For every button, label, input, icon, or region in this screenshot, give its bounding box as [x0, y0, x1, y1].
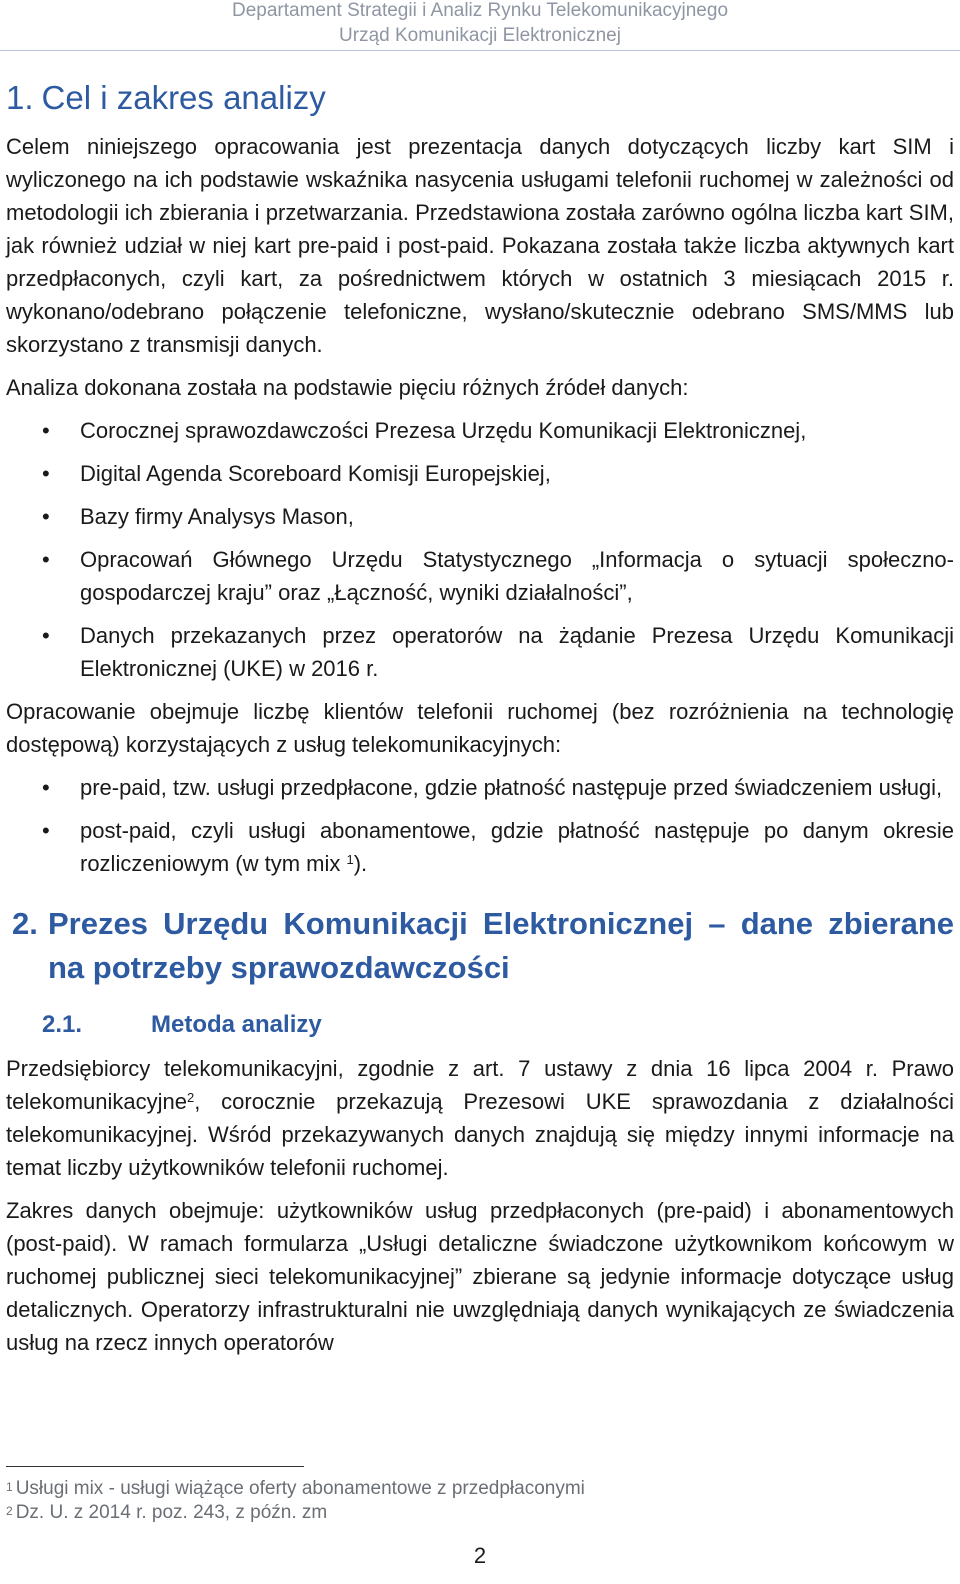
section-1-paragraph-3: Opracowanie obejmuje liczbę klientów telefonii ruchomej (bez rozróżnienia na technologię dostępową) korzystających z usług telekomunikacyjnych: [6, 699, 954, 757]
section-2-heading [6, 902, 954, 990]
footnote-1: $^1$ Usługi mix - usługi wiążące oferty abonamentowe z przedpłaconymi [6, 1478, 585, 1499]
footnote-separator [6, 1466, 304, 1467]
bullet-icon: • [42, 623, 50, 648]
footnote-ref-1[interactable]: 1 [346, 852, 354, 867]
section-2-1-paragraph-2: Zakres danych obejmuje: użytkowników usług przedpłaconych (pre-paid) i abonamentowych (post-paid). W ramach formularza „Usługi detaliczne świadczone użytkownikom końcowym w ruchomej publicznej sieci telekomunikacyjnej” zbierane są jedynie informacje dotyczące usług detalicznych. Operatorzy infrastrukturalni nie uwzględniają danych wynikających ze świadczenia usług na rzecz innych operatorów [6, 1198, 954, 1355]
header-office: Urząd Komunikacji Elektronicznej [339, 25, 621, 46]
section-2-1-paragraph-1: Przedsiębiorcy telekomunikacyjni, zgodnie z art. 7 ustawy z dnia 16 lipca 2004 r. Prawo telekomunikacyjne$^2$, corocznie przekazują Prezesowi UKE sprawozdania z działalności telekomunikacyjnej. Wśród przekazywanych danych znajdują się między innymi informacje na temat liczby użytkowników telefonii ruchomej. [6, 1056, 954, 1180]
bullet-icon: • [42, 461, 50, 486]
list-item: • pre-paid, tzw. usługi przedpłacone, gdzie płatność następuje przed świadczeniem usługi, [6, 771, 954, 804]
document-body [6, 76, 954, 1369]
list-item: • post-paid, czyli usługi abonamentowe, gdzie płatność następuje po danym okresie rozliczeniowym (w tym mix $^1$). [6, 814, 954, 880]
section-1-number: 1. [6, 79, 34, 116]
section-1-paragraph-1: Celem niniejszego opracowania jest prezentacja danych dotyczących liczby kart SIM i wyliczonego na ich podstawie wskaźnika nasycenia usługami telefonii ruchomej w zależności od metodologii ich zbierania i przetwarzania. Przedstawiona została zarówno ogólna liczba kart SIM, jak również udział w niej kart pre-paid i post-paid. Pokazana została także liczba aktywnych kart przedpłaconych, czyli kart, za pośrednictwem których w ostatnich 3 miesiącach 2015 r. wykonano/odebrano połączenie telefoniczne, wysłano/skutecznie odebrano SMS/MMS lub skorzystano z transmisji danych. [6, 134, 954, 357]
bullet-icon: • [42, 818, 50, 843]
footnotes [6, 1477, 954, 1525]
section-2-1-heading [6, 1008, 954, 1042]
sources-list [6, 414, 954, 685]
bullet-icon: • [42, 504, 50, 529]
footnote-ref-2[interactable]: 2 [186, 1090, 195, 1105]
list-item: • Corocznej sprawozdawczości Prezesa Urzędu Komunikacji Elektronicznej, [6, 414, 954, 447]
list-item: • Digital Agenda Scoreboard Komisji Europejskiej, [6, 457, 954, 490]
page-header [0, 0, 960, 51]
section-2-title: Prezes Urzędu Komunikacji Elektronicznej – dane zbierane na potrzeby sprawozdawczości [48, 906, 954, 985]
section-1-title: Cel i zakres analizy [41, 79, 326, 116]
bullet-icon: • [42, 775, 50, 800]
bullet-icon: • [42, 418, 50, 443]
page-number: 2 [473, 1543, 487, 1568]
section-2-1-title: Metoda analizy [151, 1011, 322, 1038]
list-item: • Danych przekazanych przez operatorów na żądanie Prezesa Urzędu Komunikacji Elektronicznej (UKE) w 2016 r. [6, 619, 954, 685]
header-department: Departament Strategii i Analiz Rynku Telekomunikacyjnego [231, 0, 729, 21]
services-list [6, 771, 954, 880]
section-1-paragraph-2: Analiza dokonana została na podstawie pięciu różnych źródeł danych: [6, 375, 689, 400]
footnote-2: $^2$ Dz. U. z 2014 r. poz. 243, z późn. zm [6, 1502, 328, 1523]
list-item: • Opracowań Głównego Urzędu Statystycznego „Informacja o sytuacji społeczno-gospodarczej kraju” oraz „Łączność, wyniki działalności”, [6, 543, 954, 609]
list-item: • Bazy firmy Analysys Mason, [6, 500, 954, 533]
bullet-icon: • [42, 547, 50, 572]
section-2-number: 2. [12, 906, 38, 941]
section-2-1-number: 2.1. [42, 1011, 83, 1038]
section-1-heading [6, 76, 954, 120]
